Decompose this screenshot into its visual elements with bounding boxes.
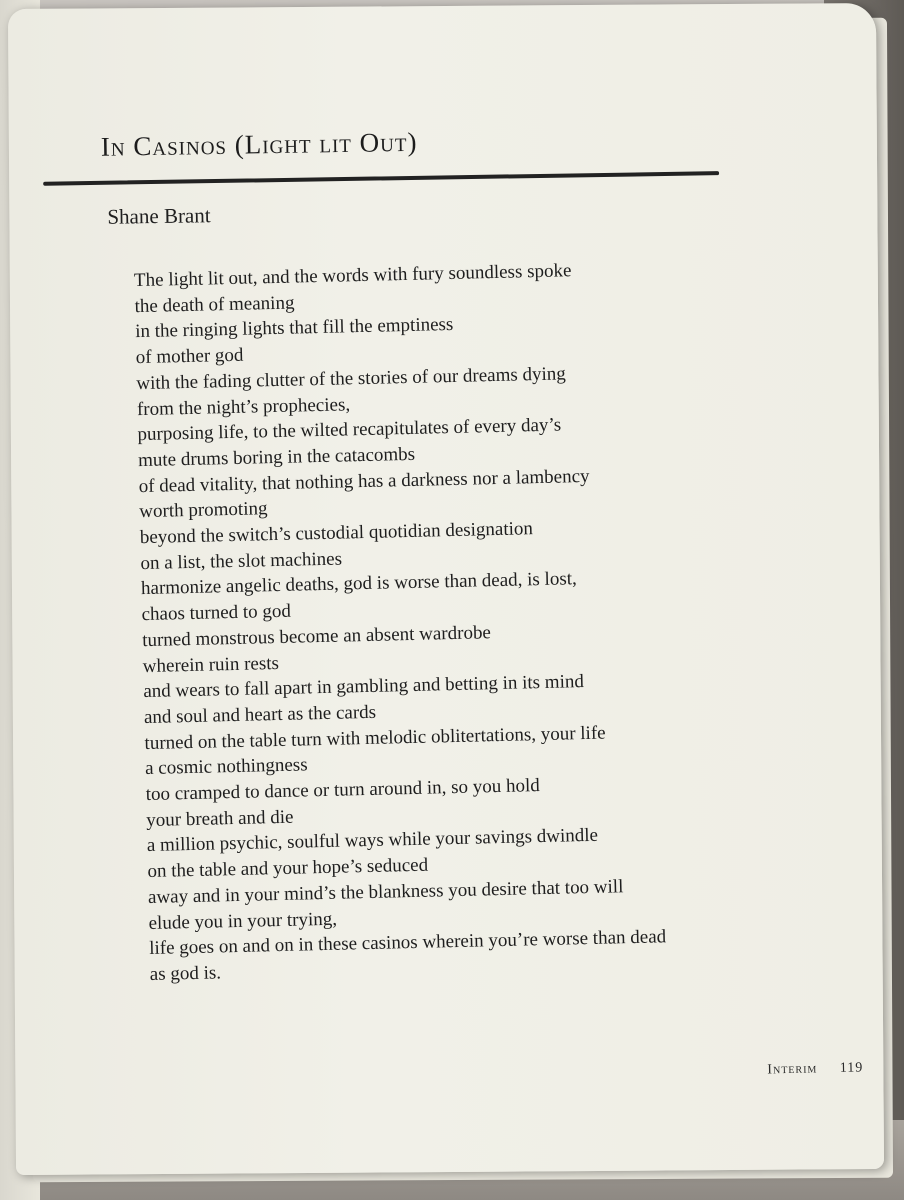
poem-line: as god is. (149, 962, 222, 985)
poem-line: turned monstrous become an absent wardrobe (141, 622, 492, 651)
poem-line: your breath and die (146, 806, 294, 831)
poem-line: and wears to fall apart in gambling and betting in its mind (143, 671, 585, 703)
poem-line: The light lit out, and the words with fury soundless spoke (133, 260, 572, 292)
poem-line: a cosmic nothingness (144, 754, 308, 780)
poem-line: wherein ruin rests (142, 652, 280, 677)
page-footer (767, 1060, 863, 1078)
poem-line: and soul and heart as the cards (143, 701, 377, 729)
poem-title: In Casinos (Light lit Out) (100, 126, 418, 162)
poem-line: mute drums boring in the catacombs (137, 443, 416, 472)
poem-line: beyond the switch’s custodial quotidian designation (139, 518, 534, 549)
poem-line: on a list, the slot machines (140, 548, 343, 574)
poem-line: the death of meaning (134, 292, 295, 317)
poem-line: life goes on and on in these casinos wherein you’re worse than dead (148, 926, 667, 960)
poem-line: away and in your mind’s the blankness you desire that too will (147, 876, 624, 908)
book-page (8, 3, 884, 1175)
poem-line: from the night’s prophecies, (136, 393, 351, 420)
poem-line: elude you in your trying, (148, 908, 338, 934)
poem-line: of dead vitality, that nothing has a darkness nor a lambency (138, 465, 590, 497)
poem-body (134, 254, 790, 988)
poem-author: Shane Brant (107, 203, 211, 229)
poem-line: turned on the table turn with melodic oblitertations, your life (144, 722, 606, 754)
poem-line: of mother god (135, 344, 244, 369)
running-title: Interim (767, 1061, 818, 1078)
poem-line: chaos turned to god (141, 600, 292, 626)
poem-line: harmonize angelic deaths, god is worse than dead, is lost, (140, 568, 578, 600)
poem-line: a million psychic, soulful ways while your savings dwindle (146, 825, 599, 857)
poem-line: worth promoting (139, 498, 268, 523)
poem-line: too cramped to dance or turn around in, so you hold (145, 775, 541, 806)
poem-line: on the table and your hope’s seduced (147, 854, 429, 883)
page-number: 119 (839, 1060, 864, 1076)
title-rule (43, 171, 719, 186)
poem-line: with the fading clutter of the stories of our dreams dying (136, 363, 567, 394)
poem-line: purposing life, to the wilted recapitulates of every day’s (137, 414, 562, 446)
poem-line: in the ringing lights that fill the emptiness (134, 314, 454, 343)
